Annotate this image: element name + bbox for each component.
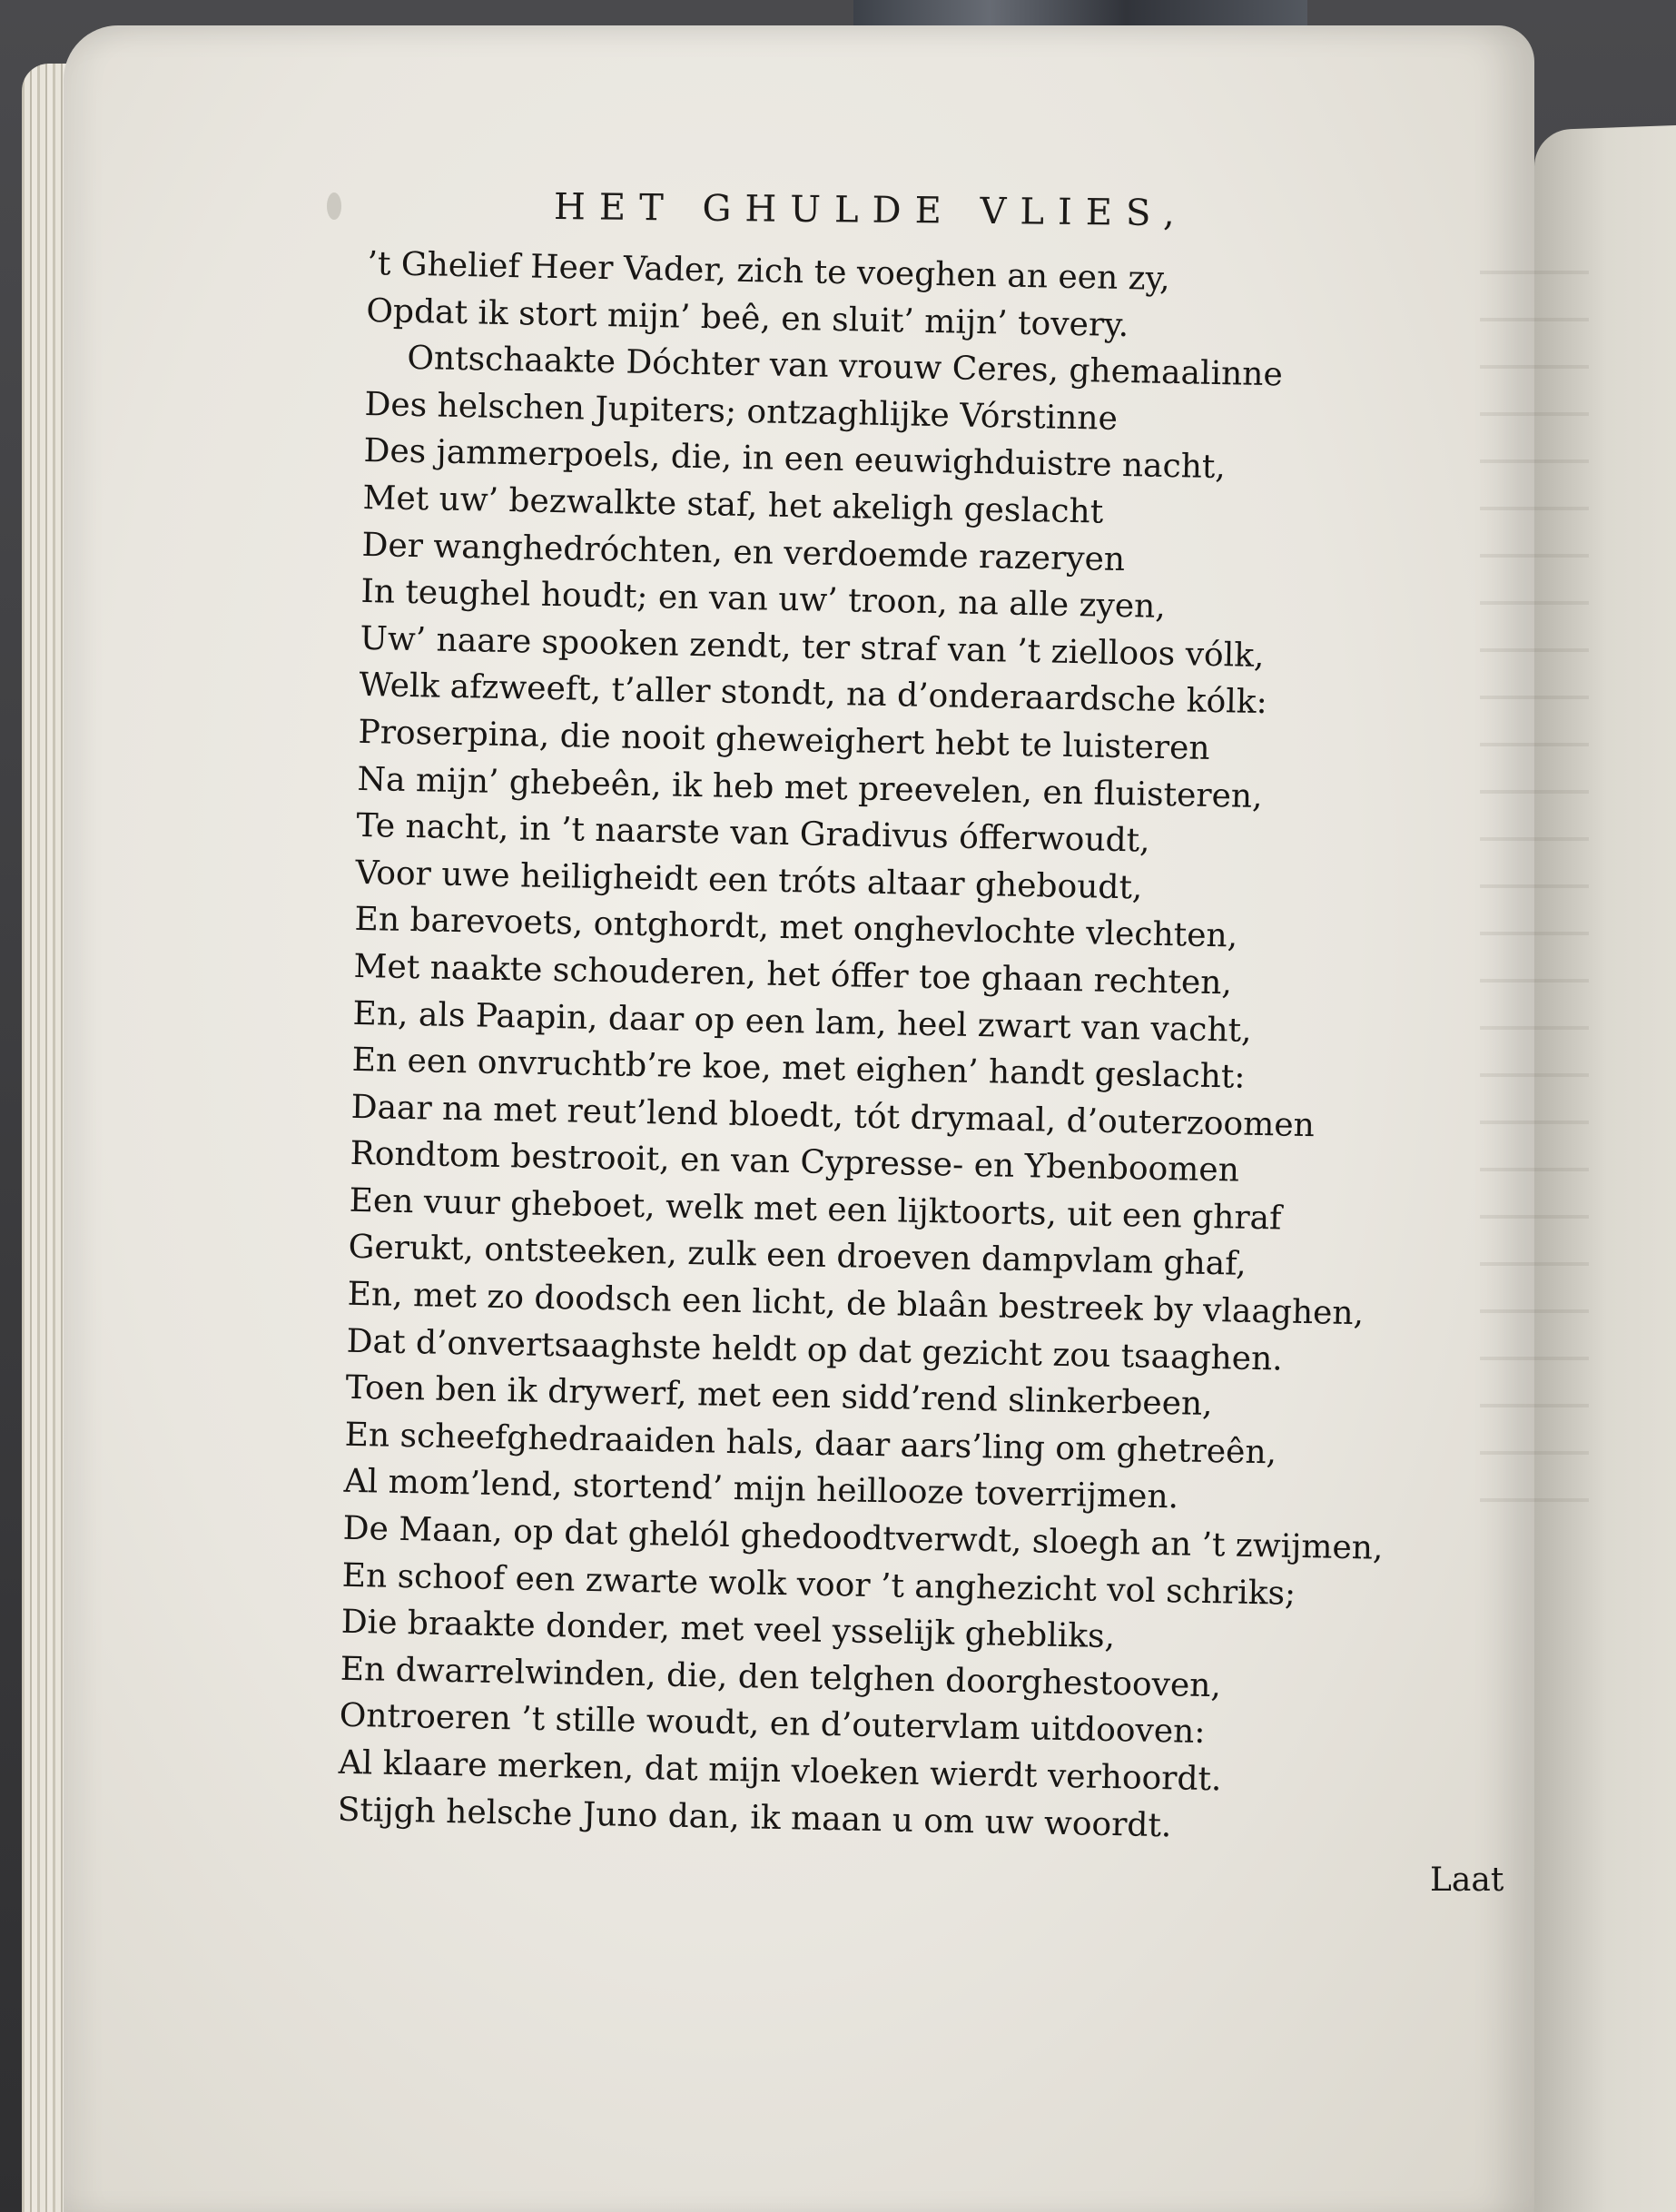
verse-line: Al klaare merken, dat mijn vloeken wierdt verhoordt.	[338, 1743, 1222, 1799]
verse-line: Opdat ik stort mijn’ beê, en sluit’ mijn’ tovery.	[366, 291, 1129, 344]
verse-line: Met naakte schouderen, het óffer toe ghaan rechten,	[353, 947, 1233, 1002]
verse-line: En een onvruchtb’re koe, met eighen’ handt geslacht:	[351, 1041, 1246, 1096]
verse-line: De Maan, op dat ghelól ghedoodtverwdt, sloegh an ’t zwijmen,	[342, 1509, 1384, 1567]
verse-line: Des helschen Jupiters; ontzaghlijke Vórstinne	[364, 385, 1119, 438]
verse-line: Al mom’lend, stortend’ mijn heillooze toverrijmen.	[343, 1463, 1179, 1516]
verse-line: Dat d’onvertsaaghste heldt op dat gezicht zou tsaaghen.	[346, 1322, 1284, 1378]
verse-line: En, als Paapin, daar op een lam, heel zwart van vacht,	[352, 994, 1252, 1050]
verse-line: Een vuur gheboet, welk met een lijktoorts, uit een ghraf	[349, 1181, 1282, 1238]
verse-line: En schoof een zwarte wolk voor ’t anghezicht vol schriks;	[341, 1556, 1296, 1613]
verse-line: Gerukt, ontsteeken, zulk een droeven dampvlam ghaf,	[348, 1229, 1247, 1284]
verse-line: Proserpina, die nooit gheweighert hebt te luisteren	[358, 713, 1210, 767]
verse-line: In teughel houdt; en van uw’ troon, na alle zyen,	[360, 573, 1167, 627]
catchword: Laat	[1430, 1861, 1504, 1899]
verse-line: En dwarrelwinden, die, den telghen doorghestooven,	[340, 1650, 1222, 1705]
verse-line: En, met zo doodsch een licht, de blaân bestreek by vlaaghen,	[347, 1275, 1365, 1333]
verse-line: Daar na met reut’lend bloedt, tót drymaal, d’outerzoomen	[350, 1088, 1316, 1144]
verse-line: Uw’ naare spooken zendt, ter straf van ’t zielloos vólk,	[360, 619, 1265, 675]
page-stain	[327, 193, 341, 220]
verse-line: ’t Ghelief Heer Vader, zich te voeghen an een zy,	[367, 244, 1171, 298]
verse-line: Te nacht, in ’t naarste van Gradivus ófferwoudt,	[356, 807, 1150, 860]
verse-line: En scheefghedraaiden hals, daar aars’ling om ghetreên,	[344, 1416, 1277, 1472]
verse-line: Voor uwe heiligheidt een tróts altaar gheboudt,	[355, 854, 1143, 907]
running-head: HET GHULDE VLIES,	[553, 186, 1188, 235]
verse-line: Die braakte donder, met veel ysselijk ghebliks,	[340, 1603, 1116, 1656]
verse-line: Des jammerpoels, die, in een eeuwighduistre nacht,	[363, 432, 1227, 487]
verse-line: Welk afzweeft, t’aller stondt, na d’onderaardsche kólk:	[359, 667, 1268, 722]
verse-text	[337, 241, 1502, 1855]
verse-line: En barevoets, ontghordt, met onghevlochte vlechten,	[354, 901, 1238, 955]
verse-line: Met uw’ bezwalkte staf, het akeligh geslacht	[362, 479, 1104, 531]
verse-line: Der wanghedróchten, en verdoemde razeryen	[361, 526, 1126, 578]
verse-line: Ontschaakte Dóchter van vrouw Ceres, ghemaalinne	[407, 340, 1284, 394]
verse-line: Toen ben ik drywerf, met een sidd’rend slinkerbeen,	[345, 1369, 1213, 1424]
verse-line: Rondtom bestrooit, en van Cypresse- en Ybenboomen	[350, 1135, 1240, 1190]
verse-line: Na mijn’ ghebeên, ik heb met preevelen, en fluisteren,	[357, 760, 1263, 815]
verse-line: Stijgh helsche Juno dan, ik maan u om uw woordt.	[337, 1791, 1172, 1844]
verse-line: Ontroeren ’t stille woudt, en d’outervlam uitdooven:	[339, 1697, 1206, 1752]
